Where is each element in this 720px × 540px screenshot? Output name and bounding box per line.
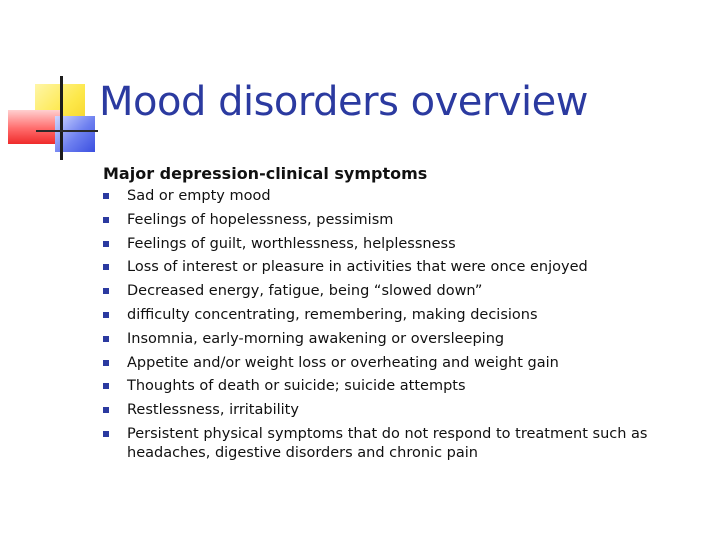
square-bullet-icon bbox=[103, 360, 109, 366]
bullet-item bbox=[103, 211, 703, 230]
bullet-text: Appetite and/or weight loss or overheating and weight gain bbox=[127, 354, 559, 371]
bullet-text: Loss of interest or pleasure in activities that were once enjoyed bbox=[127, 259, 588, 276]
bullet-item bbox=[103, 258, 703, 277]
bullet-item bbox=[103, 401, 703, 420]
square-bullet-icon bbox=[103, 217, 109, 223]
bullet-text: Decreased energy, fatigue, being “slowed down” bbox=[127, 283, 483, 300]
bullet-text: Feelings of hopelessness, pessimism bbox=[127, 211, 394, 228]
slide-content bbox=[103, 163, 703, 468]
logo-vertical-line bbox=[60, 76, 63, 160]
square-bullet-icon bbox=[103, 241, 109, 247]
square-bullet-icon bbox=[103, 288, 109, 294]
bullet-text: difficulty concentrating, remembering, making decisions bbox=[127, 306, 538, 323]
slide-subtitle: Major depression-clinical symptoms bbox=[103, 164, 428, 183]
bullet-text: Feelings of guilt, worthlessness, helplessness bbox=[127, 235, 456, 252]
bullet-item bbox=[103, 354, 703, 373]
logo-red-block-icon bbox=[8, 110, 60, 144]
bullet-item bbox=[103, 187, 703, 206]
square-bullet-icon bbox=[103, 312, 109, 318]
bullet-text: Restlessness, irritability bbox=[127, 402, 299, 419]
bullet-text: Persistent physical symptoms that do not respond to treatment such as headaches, digestive disorders and chronic pain bbox=[127, 425, 648, 461]
bullet-text: Thoughts of death or suicide; suicide attempts bbox=[127, 378, 466, 395]
bullet-item bbox=[103, 425, 703, 463]
bullet-item bbox=[103, 330, 703, 349]
bullet-item bbox=[103, 306, 703, 325]
square-bullet-icon bbox=[103, 264, 109, 270]
bullet-item bbox=[103, 377, 703, 396]
square-bullet-icon bbox=[103, 407, 109, 413]
bullet-text: Sad or empty mood bbox=[127, 188, 271, 204]
square-bullet-icon bbox=[103, 383, 109, 389]
bullet-list bbox=[103, 187, 703, 463]
square-bullet-icon bbox=[103, 193, 109, 199]
bullet-text: Insomnia, early-morning awakening or oversleeping bbox=[127, 330, 505, 347]
bullet-item bbox=[103, 282, 703, 301]
bullet-item bbox=[103, 235, 703, 254]
logo-horizontal-line bbox=[36, 130, 98, 132]
square-bullet-icon bbox=[103, 336, 109, 342]
square-bullet-icon bbox=[103, 431, 109, 437]
slide-title: Mood disorders overview bbox=[99, 79, 588, 125]
